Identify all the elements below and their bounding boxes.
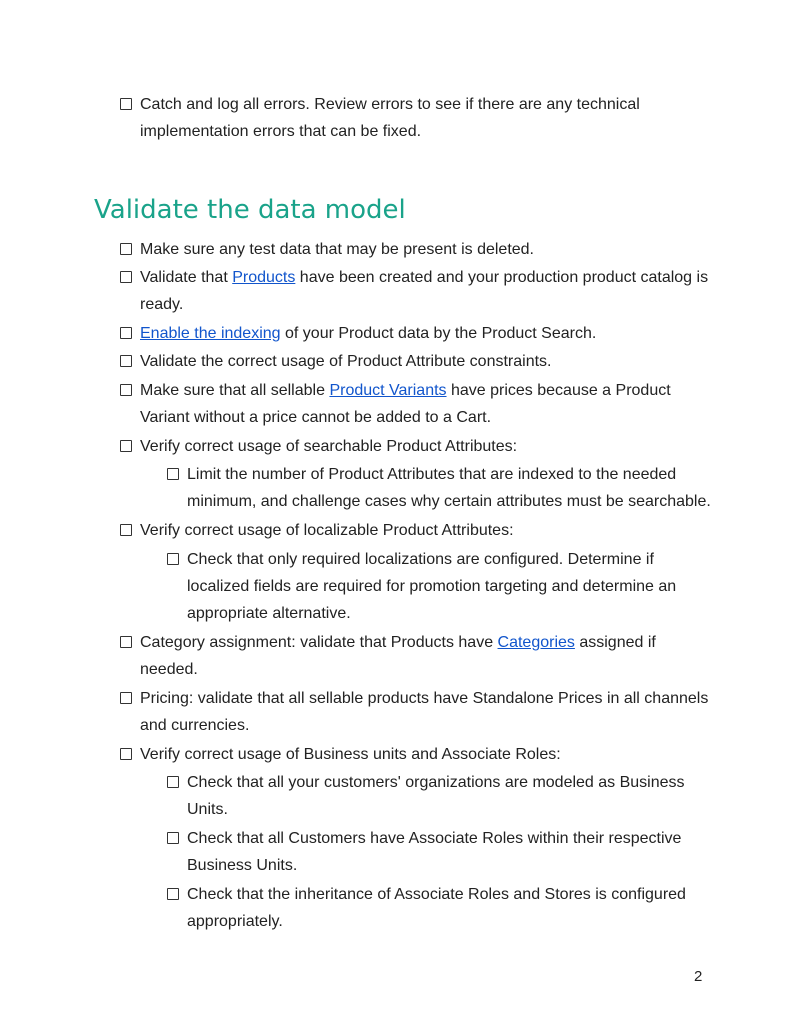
item-text-post: have been created and your production product catalog is ready. xyxy=(140,269,709,313)
checkbox[interactable] xyxy=(120,271,132,283)
item-text: Verify correct usage of searchable Product Attributes: xyxy=(140,438,518,455)
item-text-pre: Make sure that all sellable xyxy=(140,382,330,399)
section-heading: Validate the data model xyxy=(94,195,406,225)
checklist-item xyxy=(120,348,710,375)
item-text: Limit the number of Product Attributes that are indexed to the needed minimum, and challenge cases why certain attributes must be searchable. xyxy=(187,466,711,510)
checklist-item xyxy=(120,236,710,263)
item-text: Validate the correct usage of Product Attribute constraints. xyxy=(140,353,552,370)
checkbox[interactable] xyxy=(120,243,132,255)
checkbox[interactable] xyxy=(120,355,132,367)
item-text xyxy=(140,629,710,683)
item-text: Check that all your customers' organizations are modeled as Business Units. xyxy=(187,774,685,818)
checkbox[interactable] xyxy=(120,98,132,110)
checklist-subitem xyxy=(167,461,712,515)
categories-link[interactable]: Categories xyxy=(497,634,575,651)
item-text xyxy=(140,377,710,431)
checkbox[interactable] xyxy=(167,553,179,565)
item-text xyxy=(140,320,710,347)
checklist-subitem xyxy=(167,546,712,627)
checklist-item xyxy=(120,264,710,318)
checkbox[interactable] xyxy=(120,524,132,536)
checklist-item xyxy=(120,517,710,544)
item-text-post: assigned if needed. xyxy=(140,634,656,678)
item-text: Check that all Customers have Associate Roles within their respective Business Units. xyxy=(187,830,682,874)
checkbox[interactable] xyxy=(167,888,179,900)
checkbox[interactable] xyxy=(120,384,132,396)
item-text: Catch and log all errors. Review errors to see if there are any technical implementation errors that can be fixed. xyxy=(140,96,640,140)
checklist-item xyxy=(120,741,710,768)
item-text-post: of your Product data by the Product Search. xyxy=(280,325,597,342)
checkbox[interactable] xyxy=(120,692,132,704)
item-text-post: have prices because a Product Variant without a price cannot be added to a Cart. xyxy=(140,382,671,426)
item-text: Pricing: validate that all sellable products have Standalone Prices in all channels and currencies. xyxy=(140,690,709,734)
checklist-item xyxy=(120,685,710,739)
item-text: Check that only required localizations are configured. Determine if localized fields are required for promotion targeting and determine an appropriate alternative. xyxy=(187,551,677,622)
products-link[interactable]: Products xyxy=(232,269,296,286)
checklist-subitem xyxy=(167,825,712,879)
item-text: Verify correct usage of localizable Product Attributes: xyxy=(140,522,514,539)
item-text-pre: Validate that xyxy=(140,269,233,286)
checklist-item xyxy=(120,377,710,431)
item-text xyxy=(140,264,710,318)
checklist-item xyxy=(120,433,710,460)
checklist-item-catch-errors xyxy=(120,91,710,145)
checklist-item xyxy=(120,629,710,683)
item-text: Verify correct usage of Business units and Associate Roles: xyxy=(140,746,561,763)
checkbox[interactable] xyxy=(167,468,179,480)
checkbox[interactable] xyxy=(120,748,132,760)
checkbox[interactable] xyxy=(167,832,179,844)
product-variants-link[interactable]: Product Variants xyxy=(329,382,447,399)
item-text-pre: Category assignment: validate that Products have xyxy=(140,634,498,651)
checkbox[interactable] xyxy=(120,636,132,648)
checklist-item xyxy=(120,320,710,347)
checklist-subitem xyxy=(167,881,712,935)
item-text: Make sure any test data that may be present is deleted. xyxy=(140,241,534,258)
checkbox[interactable] xyxy=(120,327,132,339)
enable-indexing-link[interactable]: Enable the indexing xyxy=(140,325,281,342)
page-number: 2 xyxy=(694,968,703,985)
checkbox[interactable] xyxy=(120,440,132,452)
checkbox[interactable] xyxy=(167,776,179,788)
checklist-subitem xyxy=(167,769,712,823)
item-text: Check that the inheritance of Associate Roles and Stores is configured appropriately. xyxy=(187,886,686,930)
